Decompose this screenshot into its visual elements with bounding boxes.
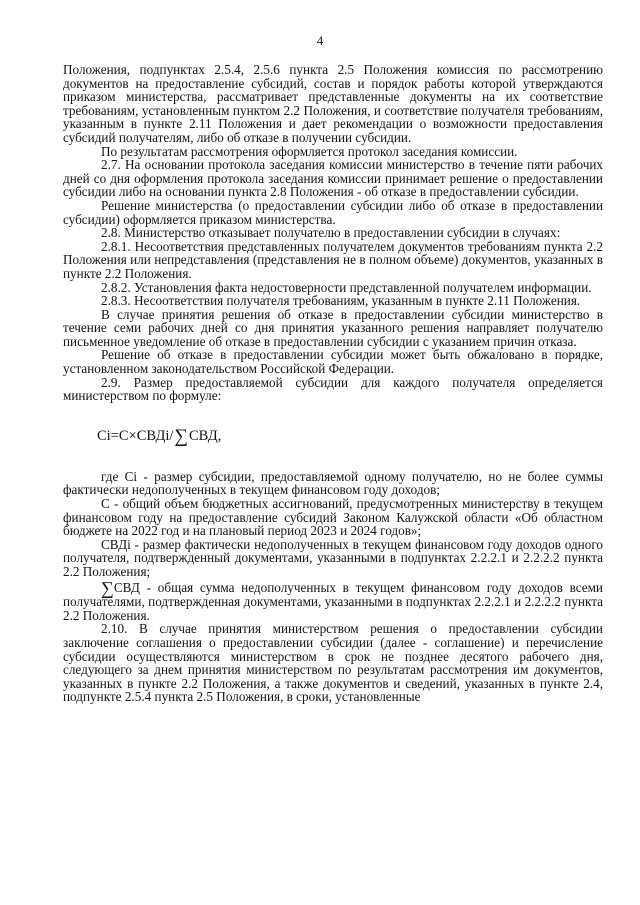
paragraph-2-8-2: 2.8.2. Установления факта недостоверности представленной получателем информации.: [101, 279, 592, 295]
paragraph-2-8-3: 2.8.3. Несоответствия получателя требованиям, указанным в пункте 2.11 Положения.: [101, 293, 581, 309]
paragraph-protocol: По результатам рассмотрения оформляется протокол заседания комиссии.: [101, 143, 518, 159]
definition-sum-svd: [63, 577, 603, 623]
paragraph-commission-review: Положения, подпунктах 2.5.4, 2.5.6 пункта 2.5 Положения комиссия по рассмотрению документов на предоставление субсидий, состав и порядок работы которой утверждаются приказом министерства, рассматривает представленные документы на их соответствие требованиям, установленным пунктом 2.2 Положения, и соответствие получателя требованиям, указанным в пункте 2.11 Положения и дает рекомендации о возможности предоставления субсидий получателям, либо об отказе в получении субсидии.: [63, 62, 603, 145]
paragraph-2-8: 2.8. Министерство отказывает получателю в предоставлении субсидии в случаях:: [101, 225, 561, 241]
paragraph-decision-order: Решение министерства (о предоставлении субсидии либо об отказе в предоставлении субсидии) оформляется приказом министерства.: [63, 197, 603, 227]
formula-right: СВД,: [189, 427, 222, 444]
paragraph-2-10: 2.10. В случае принятия министерством решения о предоставлении субсидии заключение соглашения о предоставлении субсидии (далее - соглашение) и перечисление субсидии осуществляются министерством в срок не позднее десятого рабочего дня, следующего за днем принятия министерством по результатам рассмотрения им документов, указанных в пункте 2.2 Положения, а также документов и сведений, указанных в пункте 2.4, подпункте 2.5.4 пункта 2.5 Положения, в сроки, установленные: [63, 621, 603, 705]
formula-left: Ci=C×СВДi/: [97, 427, 174, 444]
sum-definition-text: - общая сумма недополученных в текущем финансовом году доходов всеми получателями, подтвержденная документами, указанными в подпунктах 2.2.2.1 и 2.2.2.2 пункта 2.2 Положения.: [63, 579, 603, 623]
paragraph-2-9: 2.9. Размер предоставляемой субсидии для каждого получателя определяется министерством по формуле:: [63, 374, 603, 404]
document-body: [63, 63, 603, 704]
sum-symbol: ∑: [174, 425, 189, 447]
subsidy-formula: [63, 427, 603, 446]
definition-svdi: СВДi - размер фактически недополученных в текущем финансовом году доходов одного получателя, подтвержденный документами, указанными в подпунктах 2.2.2.1 и 2.2.2.2 пункта 2.2 Положения;: [63, 536, 603, 579]
definition-c: С - общий объем бюджетных ассигнований, предусмотренных министерству в текущем финансовом году на предоставление субсидий Законом Калужской области «Об областном бюджете на 2022 год и на плановый период 2023 и 2024 годов»;: [63, 496, 603, 539]
paragraph-appeal: Решение об отказе в предоставлении субсидии может быть обжаловано в порядке, установленном законодательством Российской Федерации.: [63, 347, 603, 377]
definition-ci: где Ci - размер субсидии, предоставляемой одному получателю, но не более суммы фактически недополученных в текущем финансовом году доходов;: [63, 468, 603, 498]
paragraph-2-7: 2.7. На основании протокола заседания комиссии министерство в течение пяти рабочих дней со дня оформления протокола заседания комиссии принимает решение о предоставлении субсидии либо на основании пункта 2.8 Положения - об отказе в предоставлении субсидии.: [63, 157, 603, 200]
paragraph-refusal-notice: В случае принятия решения об отказе в предоставлении субсидии министерство в течение семи рабочих дней со дня принятия указанного решения направляет получателю письменное уведомление об отказе в предоставлении субсидии с указанием причин отказа.: [63, 306, 603, 349]
paragraph-2-8-1: 2.8.1. Несоответствия представленных получателем документов требованиям пункта 2.2 Положения или непредставления (представления не в полном объеме) документов, указанных в пункте 2.2 Положения.: [63, 238, 603, 281]
sum-term: СВД: [113, 579, 140, 595]
sum-symbol: ∑: [101, 577, 114, 598]
page-number: 4: [316, 33, 324, 48]
